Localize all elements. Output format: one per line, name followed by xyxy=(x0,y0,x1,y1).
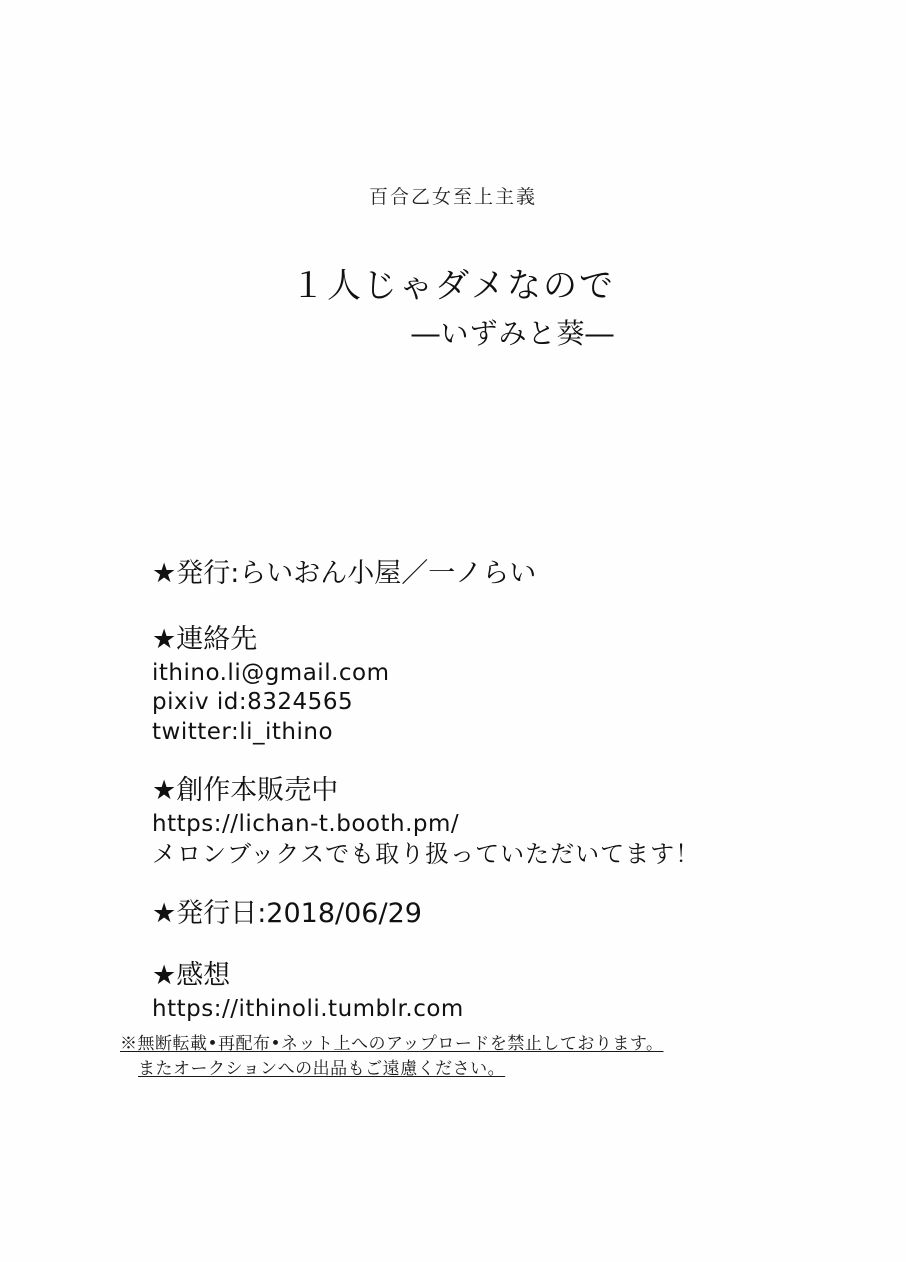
feedback-heading: ★感想 xyxy=(152,960,231,992)
publisher-heading: ★発行:らいおん小屋／一ノらい xyxy=(152,558,537,589)
contact-twitter: twitter:li_ithino xyxy=(152,718,334,745)
contact-pixiv-id: pixiv id:8324565 xyxy=(152,689,354,716)
publication-date: ★発行日:2018/06/29 xyxy=(152,897,422,929)
shop-note: メロンブックスでも取り扱っていただいてます！ xyxy=(152,840,701,869)
page-title: １人じゃダメなので xyxy=(291,266,615,306)
notice-line-1: ※無断転載•再配布•ネット上へのアップロードを禁止しております。 xyxy=(120,1034,664,1054)
notice-line-2: またオークションへの出品もご遠慮ください。 xyxy=(138,1058,506,1079)
shop-heading: ★創作本販売中 xyxy=(152,775,339,807)
contact-heading: ★連絡先 xyxy=(152,624,258,656)
feedback-url[interactable]: https://ithinoli.tumblr.com xyxy=(152,995,464,1022)
shop-url[interactable]: https://lichan-t.booth.pm/ xyxy=(152,810,460,837)
contact-email: ithino.li@gmail.com xyxy=(152,659,390,686)
colophon-block xyxy=(152,556,852,1024)
series-label: 百合乙女至上主義 xyxy=(368,186,537,208)
page-subtitle: ―いずみと葵― xyxy=(411,317,615,350)
copyright-notice xyxy=(120,1032,810,1081)
